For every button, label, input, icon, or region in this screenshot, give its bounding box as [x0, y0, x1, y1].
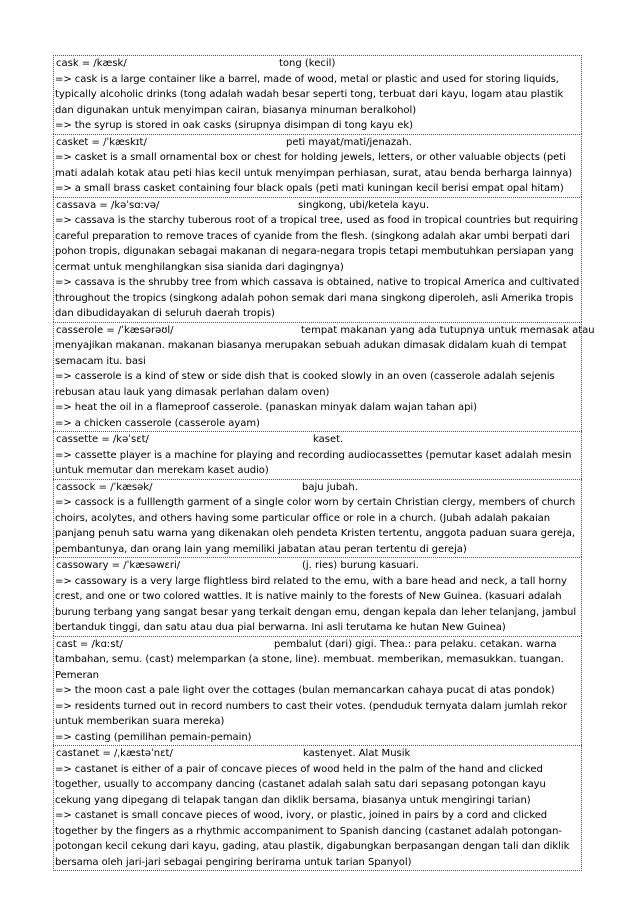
entry-head — [55, 323, 595, 339]
entry-cask — [53, 55, 582, 134]
entry-head — [55, 198, 580, 214]
entry-line: => cassava is the shrubby tree from which cassava is obtained, native to tropical America and cultivated throughout the tropics (singkong adalah pohon semak dari mana singkong diperoleh, asli Amerika tropis dan dibudidayakan di seluruh daerah tropis) — [55, 277, 580, 319]
entry-cassock — [53, 479, 582, 558]
entry-translation: pembalut (dari) gigi. Thea.: para pelaku. cetakan. warna — [274, 638, 557, 650]
entry-line: => residents turned out in record numbers to cast their votes. (penduduk ternyata dalam jumlah rekor untuk memberikan suara mereka) — [55, 700, 568, 727]
entry-line: => castanet is either of a pair of concave pieces of wood held in the palm of the hand and clicked together, usually to accompany dancing (castanet adalah salah satu dari sepasang potongan kayu cekung yang dipegang di telapak tangan dan diklik bersama, biasanya untuk mengiringi tarian) — [55, 763, 546, 806]
entry-head — [55, 558, 580, 574]
entry-line: => cassette player is a machine for playing and recording audiocassettes (pemutar kaset adalah mesin untuk memutar dan merekam kaset audio) — [55, 449, 572, 476]
entry-term: cast = /kɑːst/ — [56, 638, 123, 650]
entry-translation: kaset. — [313, 434, 344, 445]
entry-term: casket = /ˈkæskɪt/ — [56, 136, 147, 148]
entry-line: => the moon cast a pale light over the cottages (bulan memancarkan cahaya pucat di atas pondok) — [55, 685, 555, 696]
entry-term: casserole = /ˈkæsərəʊl/ — [56, 324, 174, 336]
entry-head — [55, 135, 580, 151]
entry-term: cassette = /kəˈsɛt/ — [56, 434, 149, 445]
entry-cassowary — [53, 557, 582, 636]
entry-line: => castanet is small concave pieces of wood, ivory, or plastic, joined in pairs by a cord and clicked together by the fingers as a rhythmic accompaniment to Spanish dancing (castanet adalah potongan-potongan kecil cekung dari kayu, gading, atau plastik, digabungkan berpasangan dengan tali dan diklik bersama oleh jari-jari sebagai pengiring berirama untuk tarian Spanyol) — [55, 810, 570, 868]
entry-casserole — [53, 322, 595, 432]
entry-line: => the syrup is stored in oak casks (sirupnya disimpan di tong kayu ek) — [55, 120, 413, 131]
entry-line: => heat the oil in a flameproof casserole. (panaskan minyak dalam wajan tahan api) — [55, 402, 477, 413]
entry-translation: kastenyet. Alat Musik — [303, 748, 411, 759]
entry-line: => cassava is the starchy tuberous root of a tropical tree, used as food in tropical countries but requiring careful preparation to remove traces of cyanide from the flesh. (singkong adalah akar umbi berpati dari pohon tropis, digunakan sebagai makanan di negara-negara tropis tetapi membutuhkan persiapan yang cermat untuk menghilangkan sisa sianida dari dagingnya) — [55, 215, 579, 273]
entry-head — [55, 480, 580, 496]
entry-line: => casserole is a kind of stew or side dish that is cooked slowly in an oven (casserole adalah sejenis rebusan atau lauk yang dimasak perlahan dalam oven) — [55, 371, 555, 398]
entry-line: => casting (pemilihan pemain-pemain) — [55, 731, 252, 743]
entry-line: => casket is a small ornamental box or chest for holding jewels, letters, or other valuable objects (peti mati adalah kotak atau peti hias kecil untuk menyimpan perhiasan, surat, atau benda berharga lainnya) — [55, 152, 573, 179]
entry-cassava — [53, 197, 582, 322]
entry-term: cassowary = /ˈkæsəwɛri/ — [56, 560, 181, 571]
entry-term: cassava = /kəˈsɑːvə/ — [56, 199, 160, 211]
entry-translation: tempat makanan yang ada tutupnya untuk memasak atau — [301, 324, 595, 336]
entry-cast — [53, 636, 582, 746]
entry-term: cask = /kæsk/ — [56, 58, 127, 69]
entry-translation: (j. ries) burung kasuari. — [302, 560, 419, 571]
entry-translation: peti mayat/mati/jenazah. — [286, 136, 412, 148]
entry-line: tambahan, semu. (cast) melemparkan (a stone, line). membuat. memberikan, memasukkan. tuangan. Pemeran — [55, 654, 564, 681]
entry-line: => a chicken casserole (casserole ayam) — [55, 417, 260, 429]
entry-head — [55, 746, 580, 762]
entry-castanet — [53, 745, 582, 871]
entry-term: castanet = /ˌkæstəˈnɛt/ — [56, 748, 173, 759]
entry-cassette — [53, 431, 582, 479]
entry-line: => cassowary is a very large flightless bird related to the emu, with a bare head and neck, a tall horny crest, and one or two colored wattles. It is native mainly to the forests of New Guinea. (kasuari adalah burung terbang yang sangat besar yang terkait dengan emu, dengan kepala dan leher telanjang, jambul bertanduk tinggi, dan satu atau dua pial berwarna. Ini asli terutama ke hutan New Guinea) — [55, 575, 577, 633]
glossary-sheet — [53, 55, 595, 871]
entry-line: => cassock is a fulllength garment of a single color worn by certain Christian clergy, members of church choirs, acolytes, and others having some particular office or role in a church. (Jubah adalah pakaian panjang penuh satu warna yang dikenakan oleh pendeta Kristen tertentu, anggota paduan suara gereja, pembantunya, dan orang lain yang memiliki jabatan atau peran tertentu di gereja) — [55, 497, 576, 555]
entry-translation: singkong, ubi/ketela kayu. — [298, 199, 430, 211]
entry-head — [55, 56, 580, 72]
entry-term: cassock = /ˈkæsək/ — [56, 481, 153, 493]
entry-line: => cask is a large container like a barrel, made of wood, metal or plastic and used for storing liquids, typically alcoholic drinks (tong adalah wadah besar seperti tong, terbuat dari kayu, logam atau plastik dan digunakan untuk menyimpan cairan, biasanya minuman beralkohol) — [55, 73, 564, 116]
entry-translation: baju jubah. — [302, 481, 358, 493]
entry-casket — [53, 134, 582, 197]
entry-line: menyajikan makanan. makanan biasanya merupakan sebuah adukan dimasak didalam kuah di tempat semacam itu. basi — [55, 340, 567, 367]
entry-line: => a small brass casket containing four black opals (peti mati kuningan kecil berisi empat opal hitam) — [55, 183, 564, 194]
entry-translation: tong (kecil) — [279, 58, 336, 69]
entry-head — [55, 637, 580, 653]
entry-head — [55, 432, 580, 448]
